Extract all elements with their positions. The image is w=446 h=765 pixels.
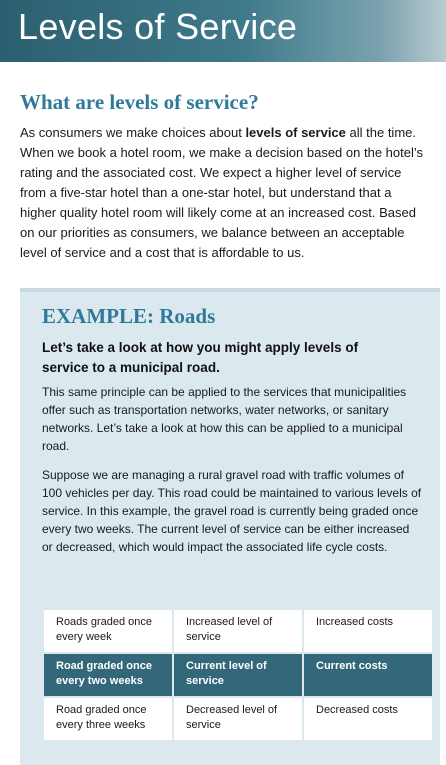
example-box-accent [20, 288, 440, 292]
table-row-current [43, 653, 433, 697]
header-band [0, 0, 446, 62]
example-lead: Let’s take a look at how you might apply levels of service to a municipal road. [42, 340, 359, 375]
table-cell: Decreased costs [303, 697, 433, 741]
table-cell: Decreased level of service [173, 697, 303, 741]
table-cell: Road graded once every two weeks [43, 653, 173, 697]
table-cell: Increased costs [303, 609, 433, 653]
intro-bold-term: levels of service [245, 125, 346, 140]
example-paragraph-1: This same principle can be applied to the services that municipalities offer such as transportation networks, water networks, or sanitary networks. Let’s take a look at how this can be applied to a municipal road. [42, 385, 407, 453]
table-cell: Roads graded once every week [43, 609, 173, 653]
table-cell: Increased level of service [173, 609, 303, 653]
table-row [43, 697, 433, 741]
table-cell: Current costs [303, 653, 433, 697]
table-row [43, 609, 433, 653]
page-title: Levels of Service [18, 6, 298, 47]
section-heading: What are levels of service? [20, 90, 259, 114]
levels-of-service-table [42, 608, 434, 742]
table-cell: Current level of service [173, 653, 303, 697]
intro-paragraph [20, 123, 430, 263]
intro-text-end: all the time. When we book a hotel room, we make a decision based on the hotel’s rating and the associated cost. We expect a higher level of service from a five-star hotel than a one-star hotel, but understand that a higher quality hotel room will likely come at an increased cost. Based on our priorities as consumers, we balance between an acceptable level of service and a cost that is affordable to us. [20, 125, 423, 260]
example-title: EXAMPLE: Roads [42, 304, 216, 328]
intro-text-start: As consumers we make choices about [20, 125, 246, 140]
table-cell: Road graded once every three weeks [43, 697, 173, 741]
example-paragraph-2: Suppose we are managing a rural gravel road with traffic volumes of 100 vehicles per day. This road could be maintained to various levels of service. In this example, the gravel road is currently being graded once every two weeks. The current level of service can be either increased or decreased, which would impact the associated life cycle costs. [42, 468, 422, 554]
